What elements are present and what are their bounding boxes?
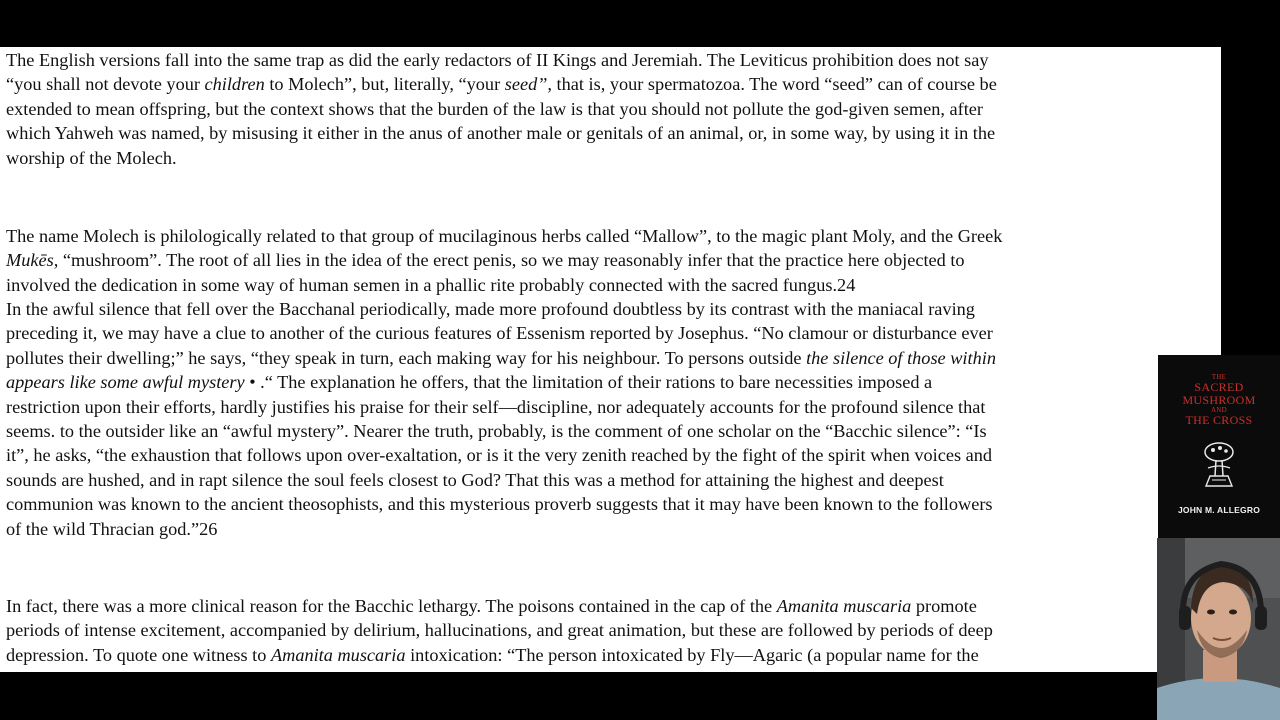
text-run: sounds are hushed, and in rapt silence the soul feels closest to God? That this was a method for attaining the highest and deepest: [6, 469, 944, 490]
text-line: [6, 443, 1196, 467]
text-line: [6, 224, 1196, 248]
book-cover-overlay: [1158, 355, 1280, 540]
italic-text-run: Amanita muscaria: [270, 644, 406, 665]
text-run: seems. to the outsider like an “awful mystery”. Nearer the truth, probably, is the comment of one scholar on the “Bacchic silence”: “Is: [6, 421, 987, 442]
paragraph: [6, 48, 1196, 170]
italic-text-run: the silence of those within: [806, 347, 996, 368]
italic-text-run: appears like some awful mystery: [6, 372, 245, 393]
paragraph: [6, 224, 1196, 297]
italic-text-run: children: [204, 74, 265, 95]
text-line: [6, 146, 1196, 170]
text-run: • .“ The explanation he offers, that the limitation of their rations to bare necessities imposed a: [244, 372, 933, 393]
text-run: In fact, there was a more clinical reason for the Bacchic lethargy. The poisons contained in the cap of the: [6, 596, 777, 616]
text-run: The English versions fall into the same trap as did the early redactors of II Kings and Jeremiah. The Leviticus prohibition does not say: [6, 50, 989, 70]
text-line: [6, 643, 1196, 667]
text-run: restriction upon their efforts, hardly justifies his praise for their self—discipline, nor adequately accounts for the profound silence that: [6, 396, 986, 417]
text-line: [6, 346, 1196, 370]
italic-text-run: seed”,: [504, 74, 552, 95]
text-run: that is, your spermatozoa. The word “seed” can of course be: [551, 74, 997, 95]
text-line: [6, 618, 1196, 642]
text-run: The name Molech is philologically related to that group of mucilaginous herbs called “Mallow”, to the magic plant Moly, and the Greek: [6, 226, 1003, 246]
text-run: intoxication: “The person intoxicated by Fly—Agaric (a popular name for the: [405, 644, 979, 665]
text-run: communion was known to the ancient theosophists, and this mysterious proverb suggests that it may have been known to the followers: [6, 494, 993, 515]
text-line: [6, 468, 1196, 492]
text-run: worship of the Molech.: [6, 147, 177, 168]
mushroom-figure-icon: [1198, 440, 1240, 490]
text-line: [6, 419, 1196, 443]
text-run: depression. To quote one witness to: [6, 644, 271, 665]
cover-title-cross: THE CROSS: [1185, 413, 1253, 427]
text-run: involved the dedication in some way of human semen in a phallic rite probably connected with the sacred fungus.24: [6, 274, 856, 295]
book-cover-title: [1158, 373, 1280, 427]
paragraph: [6, 594, 1196, 667]
text-run: extended to mean offspring, but the context shows that the burden of the law is that you should not pollute the god-given semen, after: [6, 98, 983, 119]
text-line: [6, 48, 1196, 72]
text-line: [6, 594, 1196, 618]
text-line: [6, 492, 1196, 516]
text-run: pollutes their dwelling;” he says, “they speak in turn, each making way for his neighbour. To persons outside: [6, 347, 807, 368]
text-run: it”, he asks, “the exhaustion that follows upon over-exaltation, or is it the very zenith reached by the fight of the spirit when voices and: [6, 445, 993, 466]
text-line: [6, 395, 1196, 419]
text-run: to Molech”, but, literally, “your: [264, 74, 505, 95]
text-run: which Yahweh was named, by misusing it either in the anus of another male or genitals of an animal, or, in some way, by using it in the: [6, 123, 996, 144]
text-run: of the wild Thracian god.”26: [6, 518, 218, 539]
text-line: [6, 297, 1196, 321]
text-line: [6, 517, 1196, 541]
cover-title-sacred: SACRED: [1194, 380, 1244, 394]
text-line: [6, 97, 1196, 121]
webcam-person-image: [1157, 538, 1280, 720]
text-run: promote: [911, 596, 977, 616]
text-line: [6, 248, 1196, 272]
cover-title-the: THE: [1211, 373, 1227, 381]
text-line: [6, 121, 1196, 145]
document-page: [0, 47, 1221, 672]
webcam-overlay: [1157, 538, 1280, 720]
cover-title-and: AND: [1210, 406, 1228, 414]
italic-text-run: Mukēs,: [6, 250, 59, 271]
book-cover-author: JOHN M. ALLEGRO: [1177, 505, 1261, 515]
text-run: In the awful silence that fell over the Bacchanal periodically, made more profound doubtless by its contrast with the maniacal raving: [6, 299, 975, 319]
paragraph: [6, 297, 1196, 541]
text-line: [6, 321, 1196, 345]
italic-text-run: Amanita muscaria: [776, 596, 912, 616]
text-run: preceding it, we may have a clue to another of the curious features of Essenism reported by Josephus. “No clamour or disturbance ever: [6, 323, 993, 344]
cover-title-mushroom: MUSHROOM: [1182, 392, 1256, 407]
text-run: periods of intense excitement, accompanied by delirium, hallucinations, and great animation, but these are followed by periods of deep: [6, 620, 993, 641]
text-run: “you shall not devote your: [6, 74, 205, 95]
text-line: [6, 370, 1196, 394]
text-run: “mushroom”. The root of all lies in the idea of the erect penis, so we may reasonably infer that the practice here objected to: [58, 250, 965, 271]
text-line: [6, 273, 1196, 297]
text-line: [6, 72, 1196, 96]
